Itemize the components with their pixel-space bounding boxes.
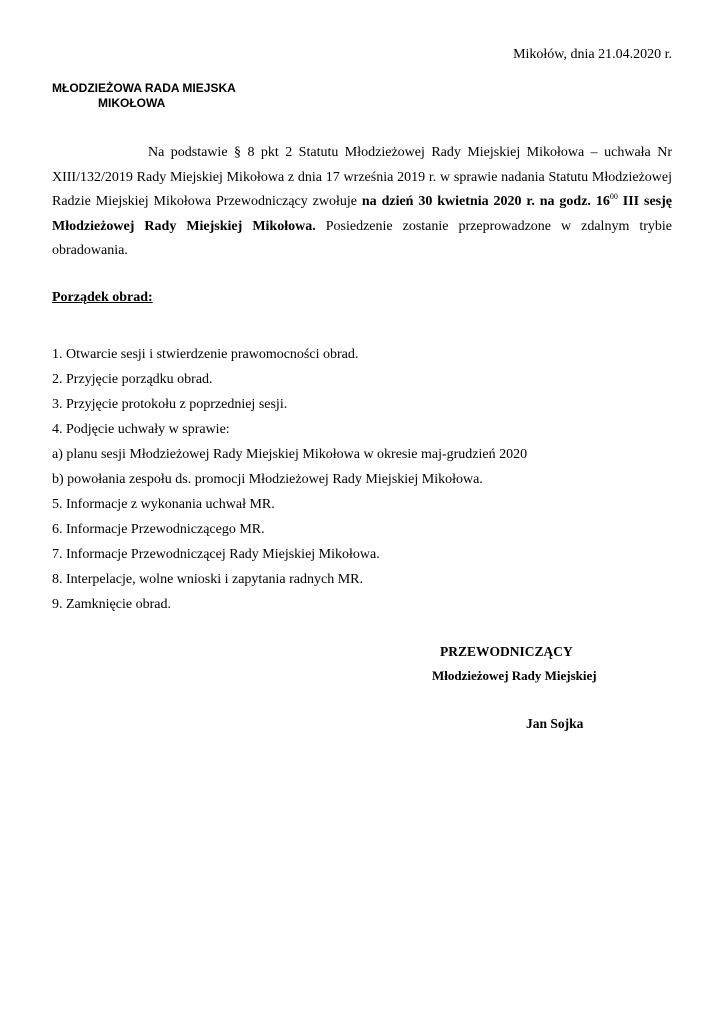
signature-title: PRZEWODNICZĄCY (440, 644, 573, 659)
organization-name-line1: MŁODZIEŻOWA RADA MIEJSKA (52, 81, 236, 95)
agenda-item: 7. Informacje Przewodniczącej Rady Miejskiej Mikołowa. (52, 547, 380, 562)
intro-paragraph (52, 141, 672, 264)
agenda-item: 4. Podjęcie uchwały w sprawie: (52, 422, 230, 437)
intro-bold-session: III sesję Młodzieżowej Rady Miejskiej Mikołowa. (52, 194, 672, 234)
organization-name-line2: MIKOŁOWA (98, 96, 166, 110)
intro-text-2: Posiedzenie zostanie przeprowadzone w zdalnym trybie obradowania. (52, 218, 672, 258)
signature-body: Młodzieżowej Rady Miejskiej (432, 668, 597, 683)
agenda-item: 5. Informacje z wykonania uchwał MR. (52, 497, 275, 512)
agenda-item: 8. Interpelacje, wolne wnioski i zapytania radnych MR. (52, 572, 364, 587)
document-date: Mikołów, dnia 21.04.2020 r. (513, 47, 672, 62)
agenda-item: 3. Przyjęcie protokołu z poprzedniej sesji. (52, 397, 288, 412)
agenda-item: b) powołania zespołu ds. promocji Młodzieżowej Rady Miejskiej Mikołowa. (52, 472, 483, 487)
agenda-item: a) planu sesji Młodzieżowej Rady Miejskiej Mikołowa w okresie maj-grudzień 2020 (52, 447, 528, 462)
organization-name (52, 81, 236, 111)
signature-name: Jan Sojka (526, 716, 584, 731)
agenda-item: 1. Otwarcie sesji i stwierdzenie prawomocności obrad. (52, 347, 359, 362)
agenda-item: 6. Informacje Przewodniczącego MR. (52, 522, 265, 537)
intro-text-1: Na podstawie § 8 pkt 2 Statutu Młodzieżowej Rady Miejskiej Mikołowa – uchwała Nr XIII/132/2019 Rady Miejskiej Mikołowa z dnia 17 września 2019 r. w sprawie nadania Statutu Młodzieżowej Radzie Miejskiej Mikołowa Przewodniczący zwołuje (52, 145, 672, 209)
agenda-title: Porządek obrad: (52, 290, 153, 305)
intro-bold-date: na dzień 30 kwietnia 2020 r. na godz. 16 (361, 194, 610, 209)
agenda-list (52, 342, 527, 617)
agenda-item: 9. Zamknięcie obrad. (52, 597, 171, 612)
agenda-item: 2. Przyjęcie porządku obrad. (52, 372, 213, 387)
intro-time-superscript: 00 (609, 192, 618, 201)
